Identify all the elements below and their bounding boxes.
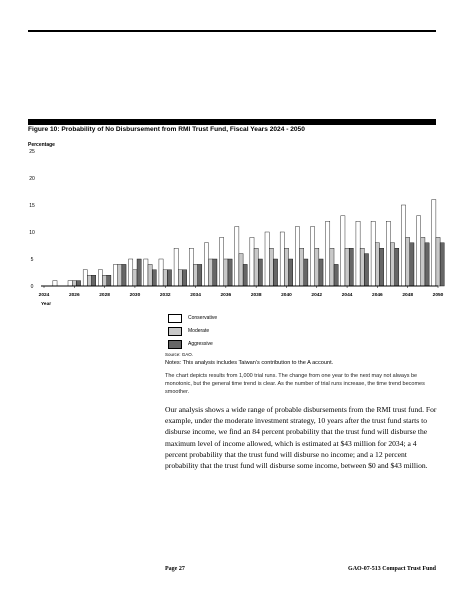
- bar-aggressive-2050: [440, 243, 444, 286]
- report-number: GAO-07-513 Compact Trust Fund: [348, 566, 436, 572]
- source-note: Source: GAO.: [165, 352, 194, 357]
- bar-conservative-2049: [417, 216, 421, 286]
- body-paragraph: Our analysis shows a wide range of probable disbursements from the RMI trust fund. For example, under the moderate investment strategy, 10 years after the trust fund starts to disburse income, we find an 84 percent probability that the trust fund will disburse the maximum level of income allowed, which is estimated at $43 million for 2034; a 4 percent probability that the trust fund will disburse no income; and a 12 percent probability that the trust fund will disburse some income, between $0 and $43 million.: [165, 405, 437, 471]
- legend-label: Moderate: [188, 328, 210, 334]
- bar-conservative-2033: [174, 248, 178, 286]
- bar-moderate-2037: [239, 254, 243, 286]
- bar-conservative-2042: [310, 227, 314, 286]
- legend-label: Aggressive: [188, 341, 213, 347]
- bar-conservative-2025: [53, 281, 57, 286]
- bar-conservative-2046: [371, 221, 375, 286]
- chart-marks: [28, 142, 444, 307]
- bar-conservative-2039: [265, 232, 269, 286]
- bar-aggressive-2043: [334, 264, 338, 286]
- x-tick-label: 2038: [250, 293, 262, 298]
- bar-moderate-2028: [103, 275, 107, 286]
- bar-conservative-2041: [295, 227, 299, 286]
- legend-swatch-conservative: [168, 314, 182, 323]
- bar-moderate-2047: [390, 243, 394, 286]
- legend-swatch-aggressive: [168, 340, 182, 349]
- x-tick-label: 2028: [99, 293, 110, 298]
- bar-moderate-2045: [360, 248, 364, 286]
- y-tick-label: 10: [29, 230, 35, 236]
- bar-conservative-2031: [144, 259, 148, 286]
- bar-moderate-2041: [300, 248, 304, 286]
- bar-conservative-2045: [356, 221, 360, 286]
- bar-conservative-2027: [83, 270, 87, 286]
- bar-conservative-2040: [280, 232, 284, 286]
- bar-moderate-2048: [406, 237, 410, 286]
- bar-aggressive-2048: [410, 243, 414, 286]
- bar-moderate-2033: [178, 270, 182, 286]
- page-number: Page 27: [165, 566, 185, 572]
- y-axis-label: Percentage: [28, 142, 55, 148]
- x-tick-label: 2044: [341, 293, 353, 298]
- x-tick-label: 2040: [281, 293, 292, 298]
- bar-moderate-2040: [284, 248, 288, 286]
- bar-conservative-2037: [235, 227, 239, 286]
- x-tick-label: 2048: [402, 293, 414, 298]
- bar-conservative-2034: [189, 248, 193, 286]
- x-tick-label: 2046: [372, 293, 383, 298]
- bar-aggressive-2046: [379, 248, 383, 286]
- bar-aggressive-2032: [167, 270, 171, 286]
- bar-aggressive-2038: [258, 259, 262, 286]
- bar-aggressive-2042: [319, 259, 323, 286]
- bar-aggressive-2041: [304, 259, 308, 286]
- bar-moderate-2046: [375, 243, 379, 286]
- bar-conservative-2026: [68, 281, 72, 286]
- bar-conservative-2030: [129, 259, 133, 286]
- bar-moderate-2043: [330, 248, 334, 286]
- bar-conservative-2032: [159, 259, 163, 286]
- bar-aggressive-2026: [76, 281, 80, 286]
- chart-notes: Notes: This analysis includes Taiwan’s contribution to the A account.: [165, 360, 334, 366]
- x-axis-label: Year: [41, 302, 52, 307]
- bar-moderate-2034: [193, 264, 197, 286]
- bar-conservative-2048: [401, 205, 405, 286]
- figure-title: Figure 10: Probability of No Disbursement from RMI Trust Fund, Fiscal Years 2024 - 2050: [28, 126, 305, 133]
- bar-aggressive-2033: [182, 270, 186, 286]
- bar-aggressive-2028: [107, 275, 111, 286]
- bar-aggressive-2045: [364, 254, 368, 286]
- bar-aggressive-2029: [122, 264, 126, 286]
- bar-conservative-2038: [250, 237, 254, 286]
- bar-conservative-2036: [220, 237, 224, 286]
- bar-moderate-2031: [148, 264, 152, 286]
- bar-moderate-2032: [163, 270, 167, 286]
- y-tick-label: 0: [30, 284, 34, 290]
- bar-moderate-2039: [269, 248, 273, 286]
- bar-moderate-2027: [87, 275, 91, 286]
- bar-conservative-2043: [326, 221, 330, 286]
- bar-aggressive-2047: [395, 248, 399, 286]
- bar-conservative-2028: [98, 270, 102, 286]
- x-tick-label: 2050: [432, 293, 444, 298]
- bar-conservative-2029: [113, 264, 117, 286]
- x-tick-label: 2034: [190, 293, 201, 298]
- bar-conservative-2044: [341, 216, 345, 286]
- x-tick-label: 2036: [220, 293, 232, 298]
- y-tick-label: 5: [30, 257, 34, 263]
- bar-conservative-2050: [432, 200, 436, 286]
- bar-aggressive-2034: [198, 264, 202, 286]
- bar-moderate-2042: [315, 248, 319, 286]
- bar-aggressive-2030: [137, 259, 141, 286]
- bar-moderate-2030: [133, 270, 137, 286]
- y-tick-label: 20: [29, 176, 35, 182]
- legend-label: Conservative: [188, 315, 218, 321]
- bar-aggressive-2031: [152, 270, 156, 286]
- bar-aggressive-2049: [425, 243, 429, 286]
- x-tick-label: 2042: [311, 293, 323, 298]
- bar-moderate-2049: [421, 237, 425, 286]
- bar-moderate-2038: [254, 248, 258, 286]
- chart-description: The chart depicts results from 1,000 trial runs. The change from one year to the next may not always be monotonic, but the general time trend is clear. As the number of trial runs increase, the time trend becomes smoother.: [165, 373, 425, 395]
- bar-aggressive-2027: [92, 275, 96, 286]
- bar-moderate-2044: [345, 248, 349, 286]
- y-tick-label: 15: [29, 203, 35, 209]
- x-tick-label: 2030: [129, 293, 141, 298]
- bar-conservative-2047: [386, 221, 390, 286]
- bar-aggressive-2044: [349, 248, 353, 286]
- bar-aggressive-2035: [213, 259, 217, 286]
- bar-moderate-2036: [224, 259, 228, 286]
- legend-swatch-moderate: [168, 327, 182, 336]
- x-tick-label: 2026: [68, 293, 80, 298]
- bar-conservative-2035: [204, 243, 208, 286]
- bar-aggressive-2039: [273, 259, 277, 286]
- y-tick-label: 25: [29, 149, 35, 155]
- bar-moderate-2035: [209, 259, 213, 286]
- bar-aggressive-2040: [289, 259, 293, 286]
- bar-moderate-2050: [436, 237, 440, 286]
- x-tick-label: 2024: [38, 293, 50, 298]
- bar-aggressive-2037: [243, 264, 247, 286]
- x-tick-label: 2032: [159, 293, 171, 298]
- bar-moderate-2026: [72, 281, 76, 286]
- bar-moderate-2029: [118, 264, 122, 286]
- bar-aggressive-2036: [228, 259, 232, 286]
